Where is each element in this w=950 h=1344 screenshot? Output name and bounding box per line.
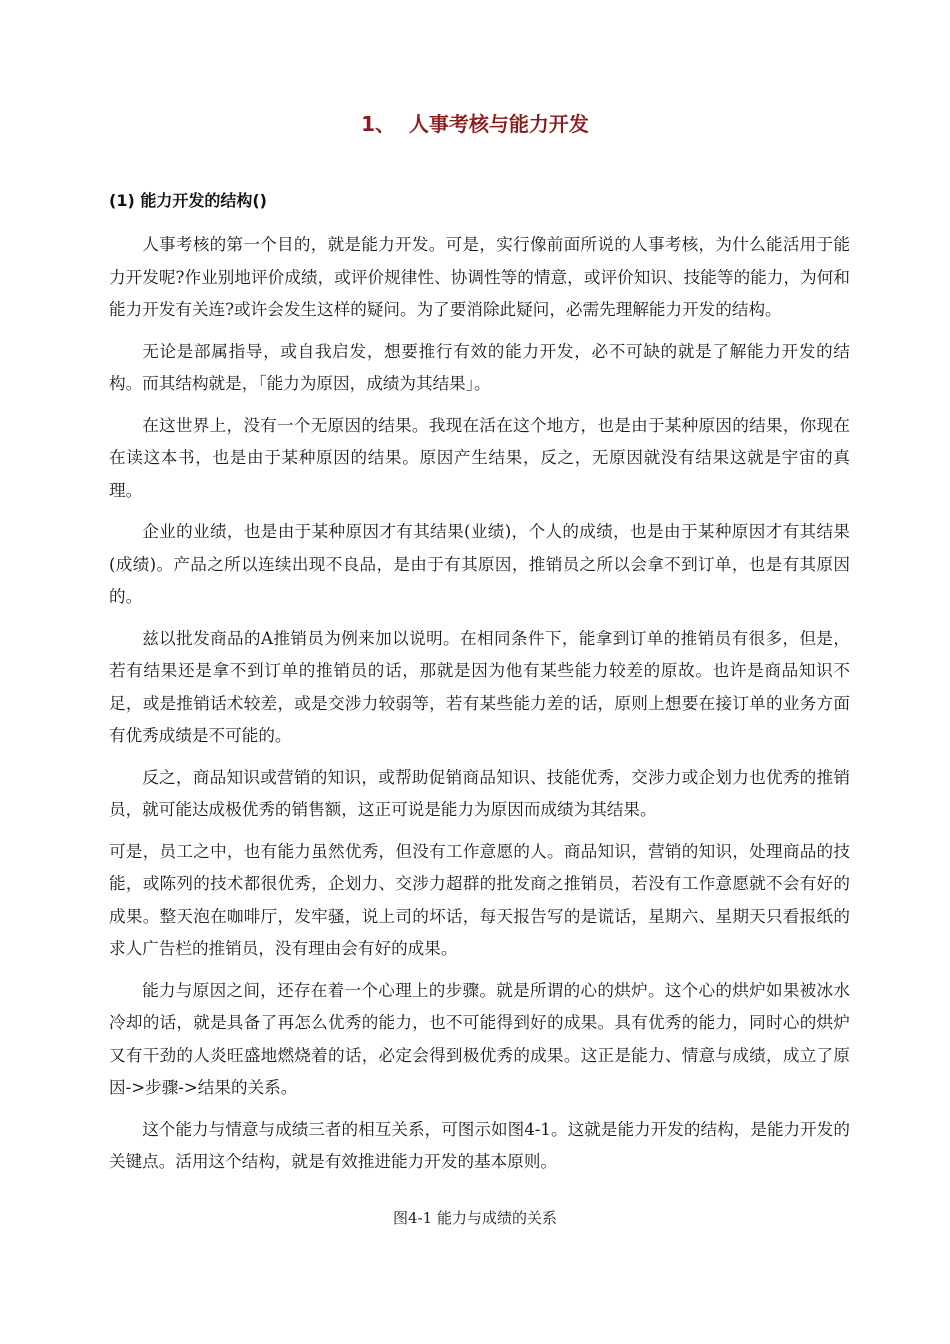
paragraph: 能力与原因之间，还存在着一个心理上的步骤。就是所谓的心的烘炉。这个心的烘炉如果被冰水冷却的话，就是具备了再怎么优秀的能力，也不可能得到好的成果。具有优秀的能力，同时心的烘炉又有干劲的人炎旺盛地燃烧着的话，必定会得到极优秀的成果。这正是能力、情意与成绩，成立了原因->步骤->结果的关系。 [109,980,850,1097]
paragraph: 可是，员工之中，也有能力虽然优秀，但没有工作意愿的人。商品知识，营销的知识，处理商品的技能，或陈列的技术都很优秀，企划力、交涉力超群的批发商之推销员，若没有工作意愿就不会有好的成果。整天泡在咖啡厅，发牢骚，说上司的坏话，每天报告写的是谎话，星期六、星期天只看报纸的求人广告栏的推销员，没有理由会有好的成果。 [109,841,850,958]
figure-caption: 图4-1 能力与成绩的关系 [393,1209,557,1227]
body-text [109,229,850,1188]
paragraph: 人事考核的第一个目的，就是能力开发。可是，实行像前面所说的人事考核，为什么能活用于能力开发呢?作业别地评价成绩，或评价规律性、协调性等的情意，或评价知识、技能等的能力，为何和能力开发有关连?或许会发生这样的疑问。为了要消除此疑问，必需先理解能力开发的结构。 [109,235,850,319]
section-heading: (1) 能力开发的结构() [109,191,267,210]
paragraph: 企业的业绩，也是由于某种原因才有其结果(业绩)，个人的成绩，也是由于某种原因才有其结果(成绩)。产品之所以连续出现不良品，是由于有其原因，推销员之所以会拿不到订单，也是有其原因的。 [109,522,850,606]
document-title: 1、 人事考核与能力开发 [361,112,589,136]
paragraph: 反之，商品知识或营销的知识，或帮助促销商品知识、技能优秀，交涉力或企划力也优秀的推销员，就可能达成极优秀的销售额，这正可说是能力为原因而成绩为其结果。 [109,767,850,819]
paragraph: 无论是部属指导，或自我启发，想要推行有效的能力开发，必不可缺的就是了解能力开发的结构。而其结构就是，「能力为原因，成绩为其结果」。 [109,341,850,393]
paragraph: 兹以批发商品的A推销员为例来加以说明。在相同条件下，能拿到订单的推销员有很多，但是，若有结果还是拿不到订单的推销员的话，那就是因为他有某些能力较差的原故。也许是商品知识不足，或是推销话术较差，或是交涉力较弱等，若有某些能力差的话，原则上想要在接订单的业务方面有优秀成绩是不可能的。 [109,628,850,745]
paragraph: 这个能力与情意与成绩三者的相互关系，可图示如图4-1。这就是能力开发的结构，是能力开发的关键点。活用这个结构，就是有效推进能力开发的基本原则。 [109,1119,850,1171]
paragraph: 在这世界上，没有一个无原因的结果。我现在活在这个地方，也是由于某种原因的结果，你现在在读这本书，也是由于某种原因的结果。原因产生结果，反之，无原因就没有结果这就是宇宙的真理。 [109,415,850,500]
